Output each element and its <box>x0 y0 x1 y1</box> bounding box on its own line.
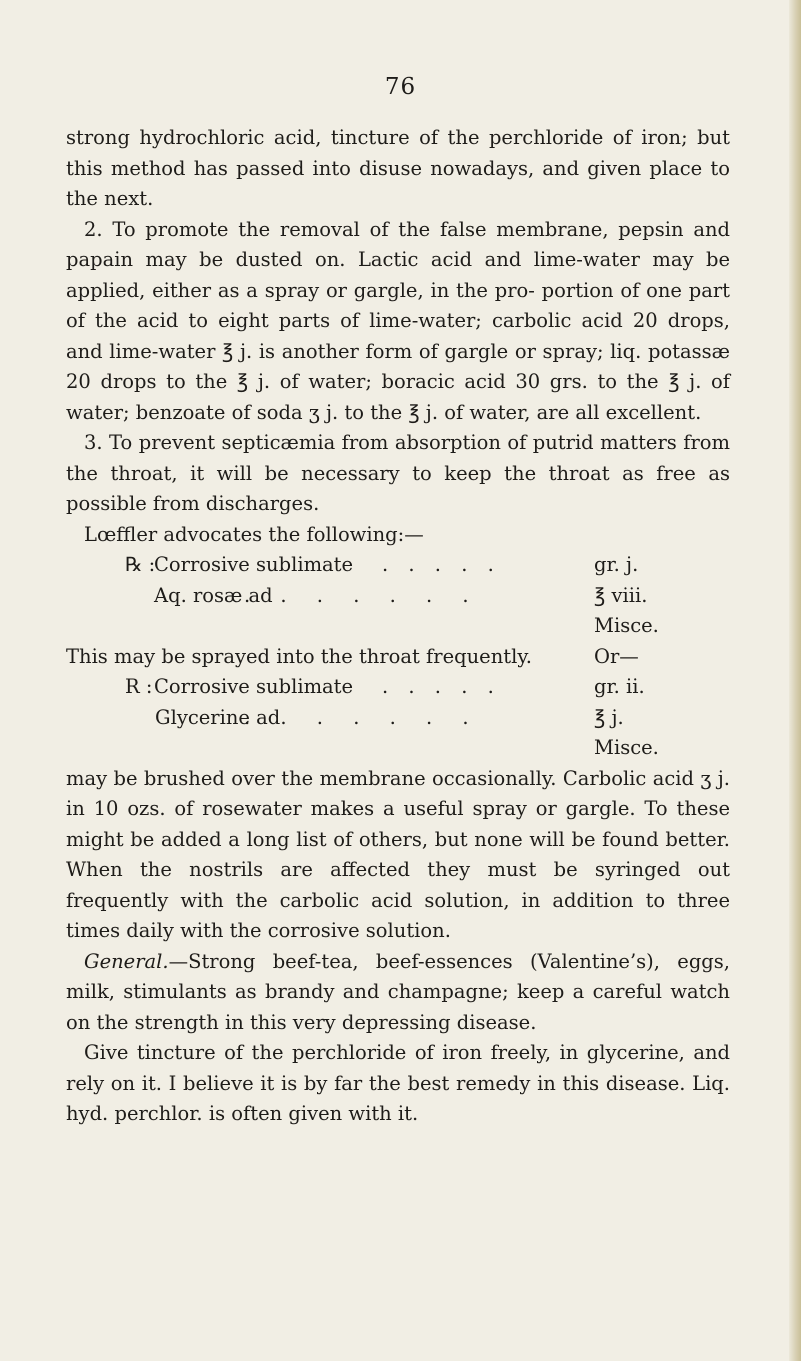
page-edge-shadow <box>789 0 801 1361</box>
spray-text: This may be sprayed into the throat frequently. <box>66 644 532 668</box>
ingredient: Aq. rosæ ad <box>154 583 273 607</box>
general-heading: General. <box>84 949 169 973</box>
paragraph-point-3: 3. To prevent septicæmia from absorption of putrid matters from the throat, it will be necessary to keep the throat as free as possible from discharges. <box>66 431 730 515</box>
misce: Misce. <box>594 614 659 637</box>
paragraph-continued: strong hydrochloric acid, tincture of the perchloride of iron; but this method has passed into disuse nowadays, and given place to the next. <box>66 126 730 210</box>
paragraph-point-2: 2. To promote the removal of the false membrane, pepsin and papain may be dusted on. Lactic acid and lime-water may be applied, either as a spray or gargle, in the pro- portion of one part of the acid to eight parts of lime-water; carbolic acid 20 drops, and lime-water ℥ j. is another form of gargle or spray; liq. potassæ 20 drops to the ℥ j. of water; boracic acid 30 grs. to the ℥ j. of water; benzoate of soda ʒ j. to the ℥ j. of water, are all excellent. <box>66 217 730 424</box>
recipe-symbol: R : <box>125 675 153 698</box>
recipe-symbol: ℞ : <box>125 553 156 576</box>
dose: ℥ viii. <box>594 583 648 607</box>
paragraph-general <box>66 947 730 1039</box>
paragraph-last: Give tincture of the perchloride of iron freely, in glycerine, and rely on it. I believe it is by far the best remedy in this disease. Liq. hyd. perchlor. is often given with it. <box>66 1041 730 1125</box>
prescription-2-line-1 <box>66 672 730 703</box>
prescription-1 <box>66 550 730 642</box>
or-text: Or— <box>594 644 639 668</box>
leader-dots: . . . . . . . <box>244 583 481 607</box>
ingredient: Corrosive sublimate <box>154 675 354 698</box>
dose: gr. j. <box>594 553 639 576</box>
general-text: —Strong beef-tea, beef-essences (Valentine’s), eggs, milk, stimulants as brandy and champagne; keep a careful watch on the strength in this very depressing disease. <box>66 949 730 1034</box>
prescription-2 <box>66 672 730 764</box>
paragraph-brushed: may be brushed over the membrane occasionally. Carbolic acid ʒ j. in 10 ozs. of rosewater makes a useful spray or gargle. To these might be added a long list of others, but none will be found better. When the nostrils are affected they must be syringed out frequently with the carbolic acid solution, in addition to three times daily with the corrosive solution. <box>66 766 730 942</box>
prescription-1-line-1 <box>66 550 730 581</box>
ingredient: Corrosive sublimate <box>154 553 354 576</box>
ingredient: Glycerine ad <box>155 705 281 729</box>
dose: gr. ii. <box>594 675 645 698</box>
prescription-1-line-2 <box>66 581 730 612</box>
page-number: 76 <box>384 74 417 100</box>
spray-line <box>66 642 730 673</box>
dose: ℥ j. <box>594 705 624 729</box>
misce: Misce. <box>594 736 659 759</box>
prescription-2-line-2 <box>66 703 730 734</box>
page-body <box>66 123 730 1130</box>
misce-line <box>66 733 730 764</box>
advocates-line: Lœffler advocates the following:— <box>84 522 424 546</box>
misce-line <box>66 611 730 642</box>
leader-dots: . . . . . . . <box>244 705 481 729</box>
leader-dots: . . . . . <box>382 553 501 576</box>
leader-dots: . . . . . <box>382 675 501 698</box>
